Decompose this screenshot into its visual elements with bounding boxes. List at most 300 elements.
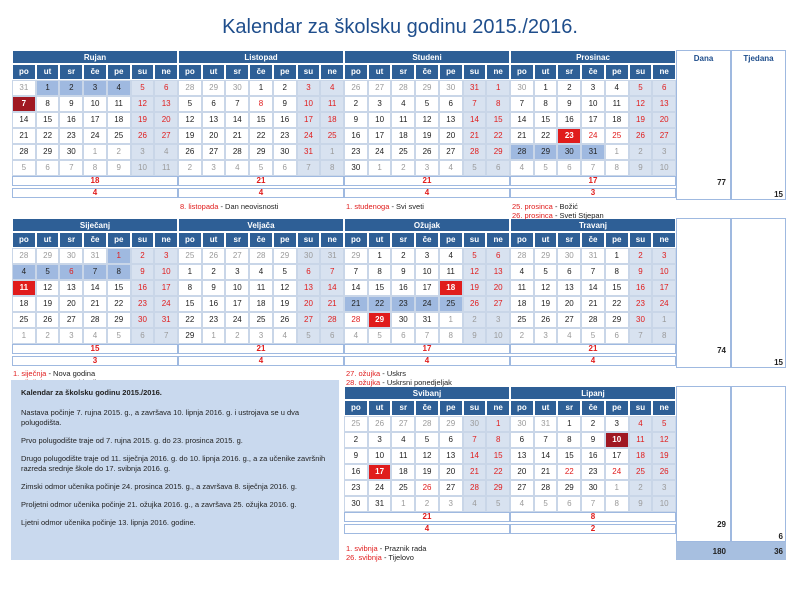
day-name: če xyxy=(415,232,439,248)
day-cell: 30 xyxy=(344,160,368,176)
day-cell: 14 xyxy=(83,280,107,296)
day-cell: 22 xyxy=(36,128,60,144)
info-paragraph-6: Ljetni odmor učenika počinje 13. lipnja 2016. godine. xyxy=(21,518,196,527)
day-cell: 8 xyxy=(320,160,344,176)
day-cell: 2 xyxy=(59,80,83,96)
day-cell: 12 xyxy=(629,96,653,112)
day-cell: 16 xyxy=(273,112,297,128)
day-cell: 1 xyxy=(83,144,107,160)
tjedana-column-3 xyxy=(731,386,786,542)
day-cell: 23 xyxy=(273,128,297,144)
day-cell: 9 xyxy=(59,96,83,112)
day-cell: 13 xyxy=(439,112,463,128)
day-cell: 6 xyxy=(557,496,581,512)
day-name: su xyxy=(629,232,653,248)
day-cell: 23 xyxy=(344,480,368,496)
day-name: su xyxy=(463,400,487,416)
day-name: po xyxy=(12,232,36,248)
day-cell: 1 xyxy=(320,144,344,160)
day-cell: 31 xyxy=(320,248,344,264)
day-cell: 5 xyxy=(273,264,297,280)
day-cell: 3 xyxy=(202,160,226,176)
day-cell: 19 xyxy=(652,448,676,464)
day-cell: 30 xyxy=(557,248,581,264)
month-name: Listopad xyxy=(178,50,344,64)
day-cell: 11 xyxy=(439,264,463,280)
day-cell: 6 xyxy=(320,328,344,344)
day-cell: 13 xyxy=(486,264,510,280)
day-cell: 18 xyxy=(249,296,273,312)
day-name: pe xyxy=(273,64,297,80)
day-cell: 28 xyxy=(178,80,202,96)
day-cell: 10 xyxy=(652,496,676,512)
day-cell: 1 xyxy=(534,80,558,96)
day-cell: 5 xyxy=(297,328,321,344)
day-cell: 2 xyxy=(36,328,60,344)
day-cell: 15 xyxy=(36,112,60,128)
day-name: su xyxy=(297,232,321,248)
day-cell: 4 xyxy=(605,80,629,96)
info-heading: Kalendar za školsku godinu 2015./2016. xyxy=(21,388,162,397)
day-cell: 26 xyxy=(463,296,487,312)
day-cell: 7 xyxy=(581,160,605,176)
day-cell: 8 xyxy=(178,280,202,296)
day-cell: 9 xyxy=(202,280,226,296)
day-cell: 17 xyxy=(652,280,676,296)
info-paragraph-1: Nastava počinje 7. rujna 2015. g., a završava 10. lipnja 2016. g. i ustrojava se u dva polugodišta. xyxy=(21,408,300,427)
day-cell: 8 xyxy=(368,264,392,280)
day-cell: 7 xyxy=(581,264,605,280)
day-cell: 6 xyxy=(486,248,510,264)
day-cell: 7 xyxy=(510,96,534,112)
day-cell: 28 xyxy=(225,144,249,160)
day-cell: 7 xyxy=(154,328,178,344)
day-cell: 11 xyxy=(629,432,653,448)
day-cell: 30 xyxy=(131,312,155,328)
dana-header: Dana xyxy=(693,54,714,63)
day-cell: 25 xyxy=(320,128,344,144)
day-name: ne xyxy=(154,64,178,80)
day-cell: 29 xyxy=(439,416,463,432)
month-weeks-count: 2 xyxy=(510,524,676,534)
day-cell: 5 xyxy=(652,416,676,432)
day-cell: 5 xyxy=(368,328,392,344)
day-cell: 1 xyxy=(202,328,226,344)
day-cell: 26 xyxy=(202,248,226,264)
day-cell: 31 xyxy=(83,248,107,264)
day-cell: 23 xyxy=(59,128,83,144)
day-cell: 30 xyxy=(297,248,321,264)
day-name: ne xyxy=(320,64,344,80)
day-cell: 7 xyxy=(225,96,249,112)
day-cell: 5 xyxy=(249,160,273,176)
day-cell: 1 xyxy=(368,160,392,176)
day-cell: 31 xyxy=(297,144,321,160)
day-cell: 24 xyxy=(154,296,178,312)
day-name: če xyxy=(581,232,605,248)
day-cell: 28 xyxy=(463,480,487,496)
day-name: ne xyxy=(486,64,510,80)
day-cell: 2 xyxy=(391,160,415,176)
day-name: če xyxy=(581,64,605,80)
day-cell: 6 xyxy=(36,160,60,176)
day-cell: 27 xyxy=(557,312,581,328)
day-cell: 27 xyxy=(510,480,534,496)
day-name: ut xyxy=(534,64,558,80)
day-cell: 30 xyxy=(344,496,368,512)
tjedana-column xyxy=(731,50,786,200)
day-cell: 8 xyxy=(36,96,60,112)
day-cell: 26 xyxy=(415,480,439,496)
day-cell: 23 xyxy=(629,296,653,312)
day-cell: 13 xyxy=(557,280,581,296)
day-cell: 1 xyxy=(391,496,415,512)
day-cell: 31 xyxy=(463,80,487,96)
tjedana-column-2 xyxy=(731,218,786,368)
day-name: sr xyxy=(557,64,581,80)
holiday-note-ozujak-2: 28. ožujka - Uskrsni ponedjeljak xyxy=(346,378,452,387)
day-cell: 6 xyxy=(557,160,581,176)
tjedana-header: Tjedana xyxy=(743,54,774,63)
day-cell: 2 xyxy=(344,432,368,448)
day-cell: 23 xyxy=(557,128,581,144)
day-cell: 5 xyxy=(463,160,487,176)
row2-days-total: 74 xyxy=(717,346,726,355)
day-cell: 9 xyxy=(344,112,368,128)
day-cell: 21 xyxy=(463,128,487,144)
day-name: su xyxy=(463,64,487,80)
day-cell: 24 xyxy=(652,296,676,312)
day-cell: 18 xyxy=(439,280,463,296)
day-name: ut xyxy=(368,400,392,416)
month-name: Siječanj xyxy=(12,218,178,232)
month-5 xyxy=(178,218,344,344)
info-paragraph-3: Drugo polugodište traje od 11. siječnja 2016. g. do 10. lipnja 2016. g., a za učenike završnih razreda srednje škole do 17. svibnja 2016. g. xyxy=(21,454,326,473)
day-cell: 4 xyxy=(107,80,131,96)
row1-days-total: 77 xyxy=(717,178,726,187)
day-cell: 21 xyxy=(83,296,107,312)
day-cell: 7 xyxy=(344,264,368,280)
month-name: Svibanj xyxy=(344,386,510,400)
day-cell: 2 xyxy=(415,496,439,512)
day-cell: 8 xyxy=(605,264,629,280)
day-cell: 22 xyxy=(249,128,273,144)
day-cell: 24 xyxy=(368,144,392,160)
day-name: po xyxy=(344,232,368,248)
month-7 xyxy=(510,218,676,344)
day-cell: 10 xyxy=(486,328,510,344)
day-cell: 22 xyxy=(107,296,131,312)
day-cell: 31 xyxy=(12,80,36,96)
day-cell: 9 xyxy=(557,96,581,112)
day-cell: 27 xyxy=(486,296,510,312)
month-8 xyxy=(344,386,510,512)
day-cell: 14 xyxy=(344,280,368,296)
day-cell: 26 xyxy=(652,464,676,480)
day-cell: 1 xyxy=(439,312,463,328)
day-name: če xyxy=(415,400,439,416)
day-cell: 12 xyxy=(415,112,439,128)
day-cell: 15 xyxy=(249,112,273,128)
day-cell: 21 xyxy=(12,128,36,144)
day-cell: 13 xyxy=(202,112,226,128)
day-cell: 11 xyxy=(510,280,534,296)
day-cell: 29 xyxy=(36,144,60,160)
day-cell: 12 xyxy=(36,280,60,296)
holiday-note-prosinac-2: 26. prosinca - Sveti Stjepan xyxy=(512,211,604,220)
day-cell: 3 xyxy=(59,328,83,344)
day-cell: 8 xyxy=(652,328,676,344)
day-name: ut xyxy=(368,232,392,248)
day-cell: 7 xyxy=(59,160,83,176)
day-cell: 3 xyxy=(131,144,155,160)
day-name: pe xyxy=(107,232,131,248)
day-cell: 2 xyxy=(107,144,131,160)
day-cell: 6 xyxy=(202,96,226,112)
day-cell: 9 xyxy=(463,328,487,344)
day-cell: 25 xyxy=(391,480,415,496)
day-cell: 10 xyxy=(154,264,178,280)
day-cell: 28 xyxy=(344,312,368,328)
day-cell: 17 xyxy=(415,280,439,296)
day-cell: 23 xyxy=(391,296,415,312)
day-cell: 10 xyxy=(652,264,676,280)
month-weeks-count: 4 xyxy=(344,188,510,198)
day-cell: 24 xyxy=(297,128,321,144)
day-cell: 7 xyxy=(581,496,605,512)
day-cell: 26 xyxy=(131,128,155,144)
day-cell: 27 xyxy=(439,144,463,160)
day-cell: 30 xyxy=(59,144,83,160)
day-cell: 16 xyxy=(202,296,226,312)
month-2 xyxy=(344,50,510,176)
day-cell: 2 xyxy=(629,144,653,160)
month-name: Studeni xyxy=(344,50,510,64)
day-cell: 31 xyxy=(368,496,392,512)
holiday-note-svibanj-1: 1. svibnja - Praznik rada xyxy=(346,544,427,553)
day-cell: 28 xyxy=(391,80,415,96)
day-cell: 21 xyxy=(534,464,558,480)
day-cell: 29 xyxy=(557,480,581,496)
day-cell: 30 xyxy=(391,312,415,328)
grand-total-days: 180 xyxy=(712,547,726,556)
day-cell: 14 xyxy=(581,280,605,296)
day-cell: 4 xyxy=(557,328,581,344)
day-cell: 2 xyxy=(629,248,653,264)
day-cell: 25 xyxy=(178,248,202,264)
day-cell: 2 xyxy=(510,328,534,344)
day-cell: 25 xyxy=(344,416,368,432)
day-cell: 10 xyxy=(368,448,392,464)
day-cell: 12 xyxy=(652,432,676,448)
day-cell: 3 xyxy=(652,248,676,264)
day-cell: 27 xyxy=(154,128,178,144)
day-cell: 16 xyxy=(391,280,415,296)
day-cell: 21 xyxy=(344,296,368,312)
day-cell: 8 xyxy=(534,96,558,112)
day-cell: 31 xyxy=(581,144,605,160)
day-cell: 6 xyxy=(154,80,178,96)
day-cell: 1 xyxy=(557,416,581,432)
day-cell: 24 xyxy=(581,128,605,144)
day-cell: 24 xyxy=(605,464,629,480)
day-cell: 13 xyxy=(154,96,178,112)
day-cell: 21 xyxy=(320,296,344,312)
day-cell: 20 xyxy=(557,296,581,312)
day-cell: 11 xyxy=(320,96,344,112)
day-cell: 1 xyxy=(368,248,392,264)
day-name: po xyxy=(510,64,534,80)
day-cell: 7 xyxy=(320,264,344,280)
day-cell: 25 xyxy=(107,128,131,144)
day-cell: 16 xyxy=(557,112,581,128)
day-cell: 12 xyxy=(534,280,558,296)
day-cell: 10 xyxy=(225,280,249,296)
day-cell: 20 xyxy=(439,464,463,480)
day-cell: 7 xyxy=(463,432,487,448)
month-weeks-count: 4 xyxy=(178,188,344,198)
day-cell: 26 xyxy=(534,312,558,328)
day-name: ut xyxy=(368,64,392,80)
day-cell: 1 xyxy=(249,80,273,96)
holiday-note-prosinac-1: 25. prosinca - Božić xyxy=(512,202,578,211)
info-box xyxy=(11,380,339,560)
day-cell: 13 xyxy=(297,280,321,296)
day-name: sr xyxy=(391,400,415,416)
day-cell: 10 xyxy=(581,96,605,112)
day-cell: 7 xyxy=(463,96,487,112)
day-cell: 2 xyxy=(178,160,202,176)
day-cell: 5 xyxy=(415,432,439,448)
day-cell: 13 xyxy=(439,448,463,464)
day-cell: 29 xyxy=(202,80,226,96)
day-cell: 2 xyxy=(557,80,581,96)
day-cell: 27 xyxy=(391,416,415,432)
month-0 xyxy=(12,50,178,176)
day-cell: 20 xyxy=(652,112,676,128)
day-cell: 25 xyxy=(12,312,36,328)
day-name: ne xyxy=(652,400,676,416)
day-cell: 17 xyxy=(581,112,605,128)
day-cell: 25 xyxy=(391,144,415,160)
day-cell: 24 xyxy=(225,312,249,328)
day-cell: 19 xyxy=(415,128,439,144)
day-name: po xyxy=(344,400,368,416)
day-cell: 5 xyxy=(463,248,487,264)
day-cell: 26 xyxy=(178,144,202,160)
day-cell: 21 xyxy=(463,464,487,480)
day-cell: 21 xyxy=(581,296,605,312)
day-name: ut xyxy=(534,232,558,248)
day-name: sr xyxy=(557,400,581,416)
day-cell: 3 xyxy=(439,496,463,512)
day-cell: 15 xyxy=(557,448,581,464)
day-cell: 17 xyxy=(368,128,392,144)
month-days-count: 8 xyxy=(510,512,676,522)
day-name: ne xyxy=(486,232,510,248)
month-weeks-count: 4 xyxy=(344,356,510,366)
month-3 xyxy=(510,50,676,176)
day-name: sr xyxy=(557,232,581,248)
month-name: Ožujak xyxy=(344,218,510,232)
day-cell: 16 xyxy=(581,448,605,464)
day-cell: 2 xyxy=(463,312,487,328)
day-cell: 4 xyxy=(273,328,297,344)
month-days-count: 21 xyxy=(510,344,676,354)
day-cell: 12 xyxy=(415,448,439,464)
day-cell: 5 xyxy=(12,160,36,176)
day-cell: 31 xyxy=(534,416,558,432)
day-cell: 14 xyxy=(320,280,344,296)
day-cell: 3 xyxy=(368,96,392,112)
day-cell: 3 xyxy=(415,248,439,264)
day-cell: 2 xyxy=(131,248,155,264)
day-cell: 18 xyxy=(107,112,131,128)
day-cell: 11 xyxy=(154,160,178,176)
day-cell: 1 xyxy=(486,416,510,432)
day-cell: 19 xyxy=(131,112,155,128)
day-cell: 29 xyxy=(249,144,273,160)
day-cell: 27 xyxy=(652,128,676,144)
day-name: ne xyxy=(320,232,344,248)
day-name: če xyxy=(83,64,107,80)
day-cell: 20 xyxy=(486,280,510,296)
day-cell: 9 xyxy=(344,448,368,464)
day-cell: 15 xyxy=(486,112,510,128)
row3-days-total: 29 xyxy=(717,520,726,529)
day-name: ut xyxy=(534,400,558,416)
day-cell: 14 xyxy=(12,112,36,128)
month-9 xyxy=(510,386,676,512)
day-cell: 8 xyxy=(486,96,510,112)
month-days-count: 15 xyxy=(12,344,178,354)
day-cell: 2 xyxy=(391,248,415,264)
day-cell: 3 xyxy=(225,264,249,280)
day-cell: 2 xyxy=(581,416,605,432)
day-cell: 12 xyxy=(178,112,202,128)
day-cell: 28 xyxy=(12,144,36,160)
day-name: pe xyxy=(605,400,629,416)
day-cell: 30 xyxy=(581,480,605,496)
day-name: pe xyxy=(439,64,463,80)
day-cell: 6 xyxy=(605,328,629,344)
month-name: Prosinac xyxy=(510,50,676,64)
holiday-note-listopad: 8. listopada - Dan neovisnosti xyxy=(180,202,279,211)
day-cell: 15 xyxy=(368,280,392,296)
month-name: Rujan xyxy=(12,50,178,64)
day-cell: 22 xyxy=(486,128,510,144)
day-cell: 29 xyxy=(415,80,439,96)
day-cell: 29 xyxy=(486,144,510,160)
day-cell: 9 xyxy=(629,264,653,280)
day-cell: 8 xyxy=(107,264,131,280)
day-cell: 26 xyxy=(273,312,297,328)
day-cell: 8 xyxy=(486,432,510,448)
day-cell: 10 xyxy=(605,432,629,448)
day-cell: 29 xyxy=(605,312,629,328)
row1-weeks-total: 15 xyxy=(774,190,783,199)
day-cell: 12 xyxy=(131,96,155,112)
day-cell: 1 xyxy=(486,80,510,96)
day-cell: 7 xyxy=(629,328,653,344)
day-cell: 8 xyxy=(557,432,581,448)
month-days-count: 21 xyxy=(178,344,344,354)
day-cell: 16 xyxy=(344,464,368,480)
day-cell: 27 xyxy=(439,480,463,496)
month-1 xyxy=(178,50,344,176)
day-cell: 21 xyxy=(225,128,249,144)
day-name: ut xyxy=(36,232,60,248)
